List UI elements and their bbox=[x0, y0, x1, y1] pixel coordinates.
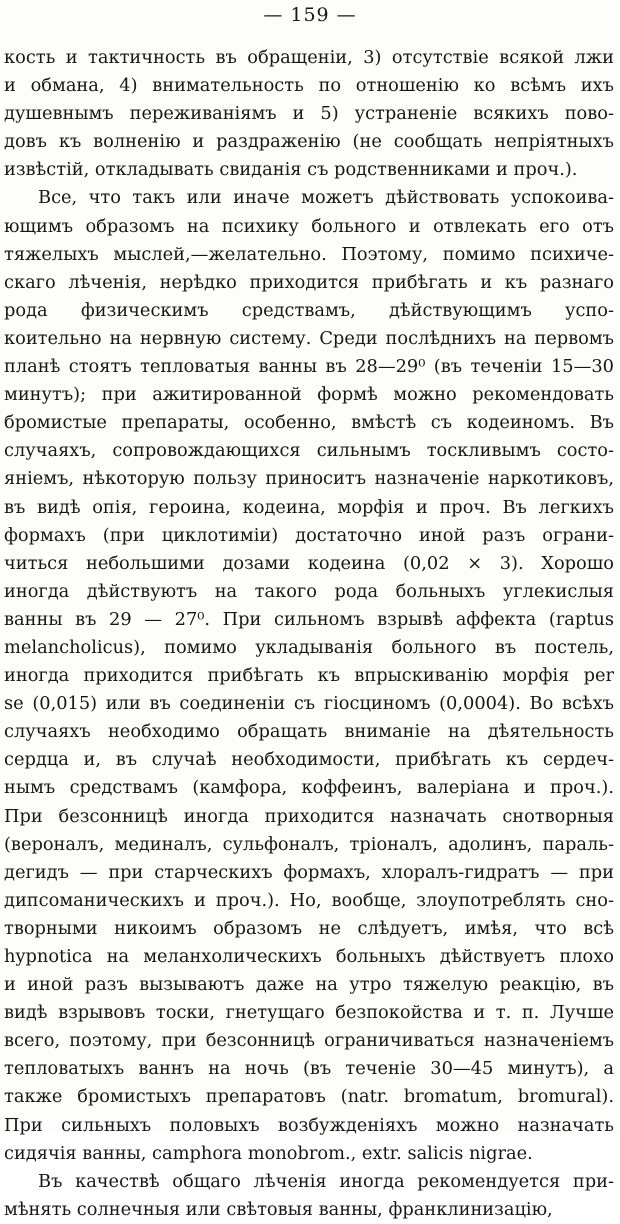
text-line: melancholicus), помимо укладыванія больного въ постель, bbox=[4, 636, 614, 658]
text-line: сердца и, въ случаѣ необходимости, прибѣгать къ сердеч- bbox=[4, 749, 614, 771]
page-number: — 159 — bbox=[263, 4, 357, 26]
body-text bbox=[4, 44, 614, 1224]
paragraph bbox=[4, 44, 614, 184]
text-line: въ видѣ опія, героина, кодеина, морфія и проч. Въ легкихъ bbox=[4, 496, 614, 518]
text-line: коительно на нервную систему. Среди послѣднихъ на первомъ bbox=[4, 327, 614, 349]
text-line: скаго лѣченія, нерѣдко приходится прибѣгать и къ разнаго bbox=[4, 271, 614, 293]
text-line: Въ качествѣ общаго лѣченія иногда рекомендуется при- bbox=[38, 1170, 614, 1192]
text-line: тепловатыхъ ваннъ на ночь (въ теченіе 30—45 минутъ), а bbox=[4, 1058, 614, 1080]
text-line: тяжелыхъ мыслей,—желательно. Поэтому, помимо психиче- bbox=[4, 243, 614, 265]
text-line: довъ къ волненію и раздраженію (не сообщать непріятныхъ bbox=[4, 131, 614, 153]
text-line: бромистые препараты, особенно, вмѣстѣ съ кодеиномъ. Въ bbox=[4, 412, 614, 434]
text-line: иногда приходится прибѣгать къ впрыскиванію морфія per bbox=[4, 665, 614, 687]
text-line: se (0,015) или въ соединеніи съ гіосциномъ (0,0004). Во всѣхъ bbox=[4, 693, 614, 715]
text-line: кость и тактичность въ обращеніи, 3) отсутствіе всякой лжи bbox=[4, 47, 614, 68]
text-line: дегидъ — при старческихъ формахъ, хлоралъ-гидратъ — при bbox=[4, 861, 614, 883]
text-line: извѣстій, откладывать свиданія съ родственниками и проч.). bbox=[4, 159, 578, 181]
text-line: При безсонницѣ иногда приходится назначать снотворныя bbox=[4, 805, 614, 827]
text-line: также бромистыхъ препаратовъ (natr. bromatum, bromural). bbox=[4, 1086, 614, 1108]
text-line: формахъ (при циклотиміи) достаточно иной разъ ограни- bbox=[4, 524, 614, 546]
text-line: ванны въ 29 — 27⁰. При сильномъ взрывѣ аффекта (raptus bbox=[4, 608, 614, 630]
text-line: читься небольшими дозами кодеина (0,02 × 3). Хорошо bbox=[4, 552, 614, 574]
text-line: случаяхъ необходимо обращать вниманіе на дѣятельность bbox=[4, 721, 614, 743]
text-line: дипсоманическихъ и проч.). Но, вообще, злоупотреблять сно- bbox=[4, 889, 614, 911]
text-line: hypnotica на меланхолическихъ больныхъ дѣйствуетъ плохо bbox=[4, 946, 614, 967]
text-line: творными никоимъ образомъ не слѣдуетъ, имѣя, что всѣ bbox=[4, 917, 614, 939]
text-line: и обмана, 4) внимательность по отношенію ко всѣмъ ихъ bbox=[4, 75, 614, 97]
text-line: случаяхъ, сопровождающихся сильнымъ тоскливымъ состо- bbox=[4, 440, 614, 462]
paragraph bbox=[4, 1168, 614, 1224]
text-line: Все, что такъ или иначе можетъ дѣйствовать успокоива- bbox=[38, 187, 614, 209]
text-line: душевнымъ переживаніямъ и 5) устраненіе всякихъ пово- bbox=[4, 103, 614, 125]
text-line: нымъ средствамъ (камфора, коффеинъ, валеріана и проч.). bbox=[4, 777, 614, 799]
text-line: (вероналъ, мединалъ, сульфоналъ, тріоналъ, адолинъ, параль- bbox=[4, 833, 614, 855]
text-line: рода физическимъ средствамъ, дѣйствующимъ успо- bbox=[4, 299, 614, 321]
text-line: всего, поэтому, при безсонницѣ ограничиваться назначеніемъ bbox=[4, 1030, 614, 1052]
text-line: ющимъ образомъ на психику больного и отвлекать его отъ bbox=[4, 215, 614, 237]
text-line: минутъ); при ажитированной формѣ можно рекомендовать bbox=[4, 384, 614, 406]
text-line: сидячія ванны, camphora monobrom., extr. salicis nigrae. bbox=[4, 1142, 533, 1164]
text-line: и иной разъ вызываютъ даже на утро тяжелую реакцію, въ bbox=[4, 974, 614, 996]
text-line: При сильныхъ половыхъ возбужденіяхъ можно назначать bbox=[4, 1114, 614, 1136]
text-line: яніемъ, нѣкоторую пользу приноситъ назначеніе наркотиковъ, bbox=[4, 468, 614, 490]
text-line: иногда дѣйствуютъ на такого рода больныхъ углекислыя bbox=[4, 580, 614, 602]
paragraph bbox=[4, 184, 614, 1167]
text-line: планѣ стоятъ тепловатыя ванны въ 28—29⁰ (въ теченіи 15—30 bbox=[4, 356, 614, 378]
text-line: мѣнять солнечныя или свѣтовыя ванны, франклинизацію, bbox=[4, 1198, 553, 1220]
text-line: видѣ взрывовъ тоски, гнетущаго безпокойства и т. п. Лучше bbox=[4, 1002, 614, 1024]
